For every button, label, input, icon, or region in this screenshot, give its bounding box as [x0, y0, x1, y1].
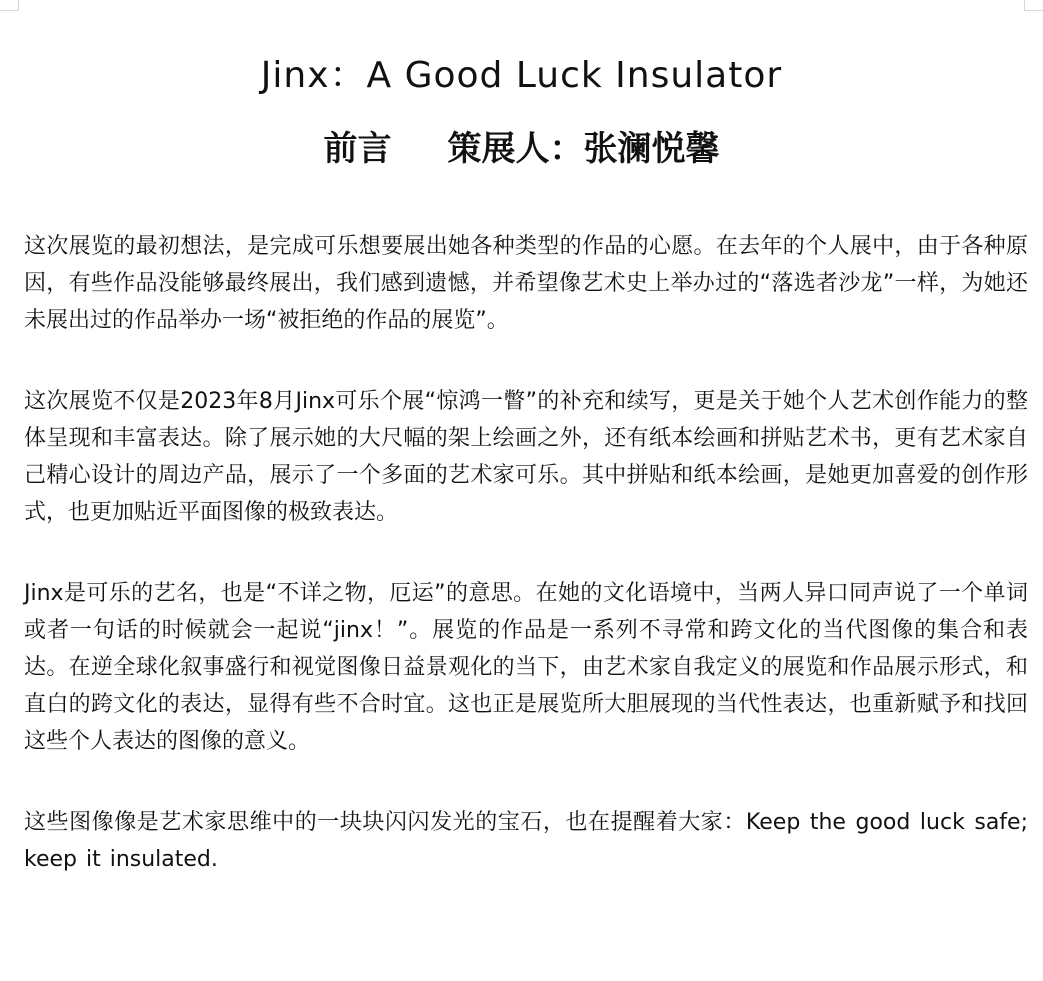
document-subtitle	[0, 124, 1043, 174]
paragraph-closing: 这些图像像是艺术家思维中的一块块闪闪发光的宝石，也在提醒着大家：Keep the good luck safe; keep it insulated.	[24, 810, 1028, 872]
page-corner-mark-right	[1024, 0, 1043, 11]
document-title: Jinx：A Good Luck Insulator	[260, 55, 783, 96]
section-heading: 前言	[323, 129, 392, 169]
curator-credit: 策展人：张澜悦馨	[447, 129, 720, 169]
paragraph-jinx-meaning: Jinx是可乐的艺名，也是“不详之物，厄运”的意思。在她的文化语境中，当两人异口同声说了一个单词或者一句话的时候就会一起说“jinx！”。展览的作品是一系列不寻常和跨文化的当代图像的集合和表达。在逆全球化叙事盛行和视觉图像日益景观化的当下，由艺术家自我定义的展览和作品展示形式，和直白的跨文化的表达，显得有些不合时宜。这也正是展览所大胆展现的当代性表达，也重新赋予和找回这些个人表达的图像的意义。	[24, 581, 1028, 754]
document-body	[24, 228, 1028, 922]
paragraph-exhibition-scope: 这次展览不仅是2023年8月Jinx可乐个展“惊鸿一瞥”的补充和续写，更是关于她个人艺术创作能力的整体呈现和丰富表达。除了展示她的大尺幅的架上绘画之外，还有纸本绘画和拼贴艺术书，更有艺术家自己精心设计的周边产品，展示了一个多面的艺术家可乐。其中拼贴和纸本绘画，是她更加喜爱的创作形式，也更加贴近平面图像的极致表达。	[24, 389, 1028, 525]
paragraph-intro: 这次展览的最初想法，是完成可乐想要展出她各种类型的作品的心愿。在去年的个人展中，由于各种原因，有些作品没能够最终展出，我们感到遗憾，并希望像艺术史上举办过的“落选者沙龙”一样，为她还未展出过的作品举办一场“被拒绝的作品的展览”。	[24, 234, 1028, 333]
page-corner-mark-left	[0, 0, 19, 11]
